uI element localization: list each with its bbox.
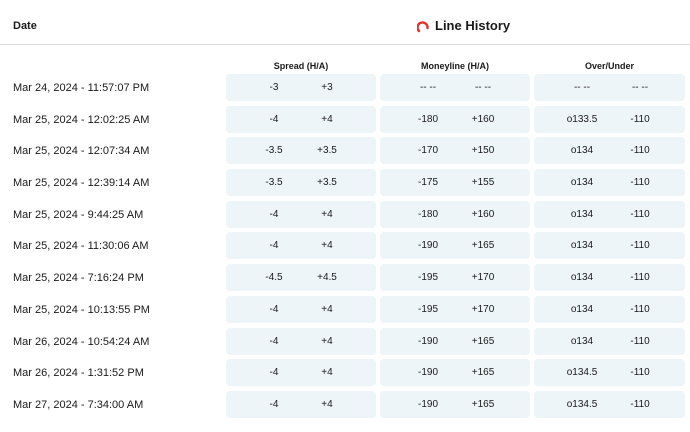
page-title	[417, 18, 510, 33]
over-under-column-header: Over/Under	[584, 61, 635, 71]
spread-cell	[226, 264, 376, 291]
spread-away-value: +4.5	[317, 272, 337, 284]
ml-home-value: -190	[417, 335, 439, 347]
ml-home-value: -180	[417, 113, 439, 125]
table-row	[0, 137, 690, 169]
table-row	[0, 359, 690, 391]
table-row	[0, 106, 690, 138]
line-history-icon	[417, 20, 429, 32]
ou-odds-value: -110	[630, 208, 650, 220]
spread-away-value: +3	[321, 82, 333, 93]
over-under-cell	[534, 264, 685, 291]
moneyline-cell	[380, 201, 530, 228]
ml-home-value: -190	[417, 398, 439, 410]
ml-away-value: +165	[471, 240, 495, 252]
ml-home-value: -175	[417, 177, 439, 189]
spread-cell	[226, 232, 376, 259]
over-under-cell	[534, 137, 685, 164]
ml-home-value: -190	[417, 367, 439, 379]
moneyline-cell	[380, 169, 530, 196]
ml-away-value: +170	[471, 303, 495, 315]
over-under-cell	[534, 74, 685, 101]
spread-home-value: -4	[269, 240, 279, 252]
ou-odds-value: -110	[630, 398, 650, 410]
table-row	[0, 74, 690, 106]
line-history-header	[0, 0, 690, 45]
ou-total-value: o134	[570, 240, 594, 252]
row-date: Mar 24, 2024 - 11:57:07 PM	[13, 82, 150, 94]
table-row	[0, 296, 690, 328]
spread-cell	[226, 74, 376, 101]
ou-odds-value: -110	[630, 303, 650, 315]
ou-total-value: -- --	[573, 82, 591, 93]
ml-away-value: +150	[471, 145, 495, 157]
spread-home-value: -4	[269, 208, 279, 220]
over-under-cell	[534, 391, 685, 418]
title-text: Line History	[435, 18, 511, 33]
ou-odds-value: -110	[630, 272, 650, 284]
ml-away-value: +165	[471, 398, 495, 410]
spread-cell	[226, 391, 376, 418]
over-under-cell	[534, 201, 685, 228]
table-row	[0, 328, 690, 360]
ou-total-value: o134	[570, 145, 594, 157]
table-row	[0, 169, 690, 201]
over-under-cell	[534, 106, 685, 133]
moneyline-cell	[380, 296, 530, 323]
ou-odds-value: -110	[630, 145, 650, 157]
ml-away-value: +160	[471, 113, 495, 125]
ou-odds-value: -110	[630, 335, 650, 347]
table-row	[0, 391, 690, 423]
spread-home-value: -4	[269, 303, 279, 315]
ou-odds-value: -110	[630, 177, 650, 189]
table-row	[0, 232, 690, 264]
ou-total-value: o134	[570, 177, 594, 189]
over-under-cell	[534, 328, 685, 355]
ml-home-value: -190	[417, 240, 439, 252]
over-under-cell	[534, 232, 685, 259]
spread-away-value: +3.5	[317, 177, 337, 189]
spread-home-value: -3	[269, 82, 279, 93]
row-date: Mar 25, 2024 - 12:39:14 AM	[13, 177, 150, 190]
spread-away-value: +4	[321, 303, 333, 315]
row-date: Mar 25, 2024 - 7:16:24 PM	[13, 272, 144, 285]
ou-total-value: o134.5	[566, 367, 598, 379]
ou-odds-value: -110	[630, 240, 650, 252]
moneyline-cell	[380, 391, 530, 418]
ml-away-value: +155	[471, 177, 495, 189]
row-date: Mar 27, 2024 - 7:34:00 AM	[13, 398, 144, 411]
ml-home-value: -195	[417, 272, 439, 284]
ou-total-value: o133.5	[566, 113, 598, 125]
ou-total-value: o134	[570, 208, 594, 220]
table-row	[0, 201, 690, 233]
row-date: Mar 25, 2024 - 12:02:25 AM	[13, 113, 150, 126]
ml-home-value: -170	[417, 145, 439, 157]
spread-column-header: Spread (H/A)	[273, 61, 329, 71]
ml-away-value: +170	[471, 272, 495, 284]
spread-away-value: +4	[321, 367, 333, 379]
moneyline-cell	[380, 106, 530, 133]
line-history-table	[0, 74, 690, 423]
ml-away-value: -- --	[474, 82, 492, 93]
ou-total-value: o134	[570, 335, 594, 347]
spread-cell	[226, 169, 376, 196]
over-under-cell	[534, 359, 685, 386]
moneyline-cell	[380, 74, 530, 101]
spread-home-value: -4	[269, 398, 279, 410]
spread-away-value: +3.5	[317, 145, 337, 157]
ml-home-value: -180	[417, 208, 439, 220]
ml-away-value: +160	[471, 208, 495, 220]
spread-cell	[226, 359, 376, 386]
date-column-header: Date	[13, 20, 37, 32]
moneyline-column-header: Moneyline (H/A)	[420, 61, 489, 71]
ml-home-value: -195	[417, 303, 439, 315]
ou-odds-value: -110	[630, 367, 650, 379]
row-date: Mar 26, 2024 - 10:54:24 AM	[13, 335, 150, 348]
spread-cell	[226, 137, 376, 164]
row-date: Mar 25, 2024 - 12:07:34 AM	[13, 145, 150, 158]
ou-odds-value: -110	[630, 113, 650, 125]
ou-total-value: o134	[570, 303, 594, 315]
ou-odds-value: -- --	[631, 82, 649, 93]
spread-cell	[226, 328, 376, 355]
spread-away-value: +4	[321, 335, 333, 347]
spread-home-value: -4	[269, 367, 279, 379]
row-date: Mar 25, 2024 - 11:30:06 AM	[13, 240, 149, 253]
spread-home-value: -3.5	[265, 177, 283, 189]
spread-away-value: +4	[321, 113, 333, 125]
over-under-cell	[534, 296, 685, 323]
row-date: Mar 25, 2024 - 10:13:55 PM	[13, 303, 150, 316]
spread-home-value: -3.5	[265, 145, 283, 157]
moneyline-cell	[380, 137, 530, 164]
moneyline-cell	[380, 232, 530, 259]
spread-away-value: +4	[321, 240, 333, 252]
spread-cell	[226, 296, 376, 323]
spread-home-value: -4	[269, 113, 279, 125]
ml-away-value: +165	[471, 367, 495, 379]
moneyline-cell	[380, 359, 530, 386]
table-row	[0, 264, 690, 296]
moneyline-cell	[380, 264, 530, 291]
moneyline-cell	[380, 328, 530, 355]
ml-away-value: +165	[471, 335, 495, 347]
spread-home-value: -4.5	[265, 272, 283, 284]
ou-total-value: o134	[570, 272, 594, 284]
over-under-cell	[534, 169, 685, 196]
spread-away-value: +4	[321, 208, 333, 220]
spread-away-value: +4	[321, 398, 333, 410]
row-date: Mar 25, 2024 - 9:44:25 AM	[13, 208, 144, 221]
spread-cell	[226, 201, 376, 228]
ml-home-value: -- --	[419, 82, 437, 93]
row-date: Mar 26, 2024 - 1:31:52 PM	[13, 367, 144, 380]
spread-cell	[226, 106, 376, 133]
ou-total-value: o134.5	[566, 398, 598, 410]
spread-home-value: -4	[269, 335, 279, 347]
